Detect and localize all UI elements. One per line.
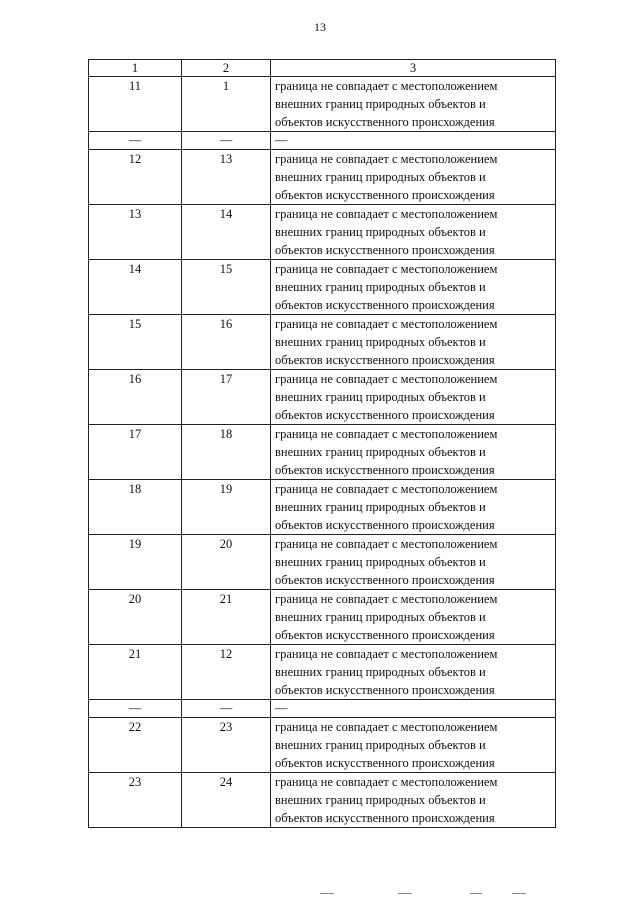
description-line: граница не совпадает с местоположением <box>275 537 498 551</box>
footer-mark <box>320 893 334 894</box>
table-header <box>89 60 556 77</box>
description-line: объектов искусственного происхождения <box>275 243 495 257</box>
description-line: внешних границ природных объектов и <box>275 793 486 807</box>
description-cell <box>271 150 556 205</box>
point-from-cell: 23 <box>89 773 182 828</box>
point-to-cell: — <box>182 132 271 150</box>
description-line: граница не совпадает с местоположением <box>275 647 498 661</box>
point-from-cell: 22 <box>89 718 182 773</box>
description-line: внешних границ природных объектов и <box>275 335 486 349</box>
boundary-table <box>88 59 556 828</box>
description-cell <box>271 700 556 718</box>
point-from-cell: 17 <box>89 425 182 480</box>
point-from-cell: 13 <box>89 205 182 260</box>
point-from-cell: 14 <box>89 260 182 315</box>
point-from-cell: 16 <box>89 370 182 425</box>
point-from-cell: 15 <box>89 315 182 370</box>
description-line: граница не совпадает с местоположением <box>275 720 498 734</box>
point-from-cell: 19 <box>89 535 182 590</box>
table-row <box>89 150 556 205</box>
description-line: объектов искусственного происхождения <box>275 628 495 642</box>
table-row <box>89 480 556 535</box>
point-to-cell: 16 <box>182 315 271 370</box>
description-line: — <box>275 133 288 147</box>
description-line: внешних границ природных объектов и <box>275 500 486 514</box>
point-from-cell: 12 <box>89 150 182 205</box>
point-from-cell: — <box>89 132 182 150</box>
point-to-cell: 18 <box>182 425 271 480</box>
table-body <box>89 77 556 828</box>
description-line: внешних границ природных объектов и <box>275 738 486 752</box>
description-cell <box>271 773 556 828</box>
table-row <box>89 205 556 260</box>
description-line: объектов искусственного происхождения <box>275 408 495 422</box>
description-cell <box>271 77 556 132</box>
table-row <box>89 718 556 773</box>
table-row <box>89 590 556 645</box>
description-line: объектов искусственного происхождения <box>275 188 495 202</box>
point-to-cell: 13 <box>182 150 271 205</box>
table-row-separator <box>89 700 556 718</box>
description-line: внешних границ природных объектов и <box>275 445 486 459</box>
description-cell <box>271 315 556 370</box>
description-line: граница не совпадает с местоположением <box>275 372 498 386</box>
point-to-cell: 15 <box>182 260 271 315</box>
footer-mark <box>398 893 412 894</box>
description-line: внешних границ природных объектов и <box>275 97 486 111</box>
description-line: объектов искусственного происхождения <box>275 463 495 477</box>
description-cell <box>271 480 556 535</box>
table-row <box>89 370 556 425</box>
description-line: внешних границ природных объектов и <box>275 390 486 404</box>
description-cell <box>271 590 556 645</box>
description-line: граница не совпадает с местоположением <box>275 207 498 221</box>
point-to-cell: — <box>182 700 271 718</box>
column-header-2: 2 <box>182 60 271 77</box>
table-row <box>89 260 556 315</box>
description-line: граница не совпадает с местоположением <box>275 317 498 331</box>
table-row <box>89 425 556 480</box>
description-line: внешних границ природных объектов и <box>275 555 486 569</box>
description-cell <box>271 205 556 260</box>
description-line: объектов искусственного происхождения <box>275 353 495 367</box>
footer-mark <box>512 893 526 894</box>
description-line: граница не совпадает с местоположением <box>275 482 498 496</box>
table-row <box>89 773 556 828</box>
description-line: внешних границ природных объектов и <box>275 225 486 239</box>
point-from-cell: 21 <box>89 645 182 700</box>
description-line: объектов искусственного происхождения <box>275 811 495 825</box>
description-line: объектов искусственного происхождения <box>275 683 495 697</box>
description-line: объектов искусственного происхождения <box>275 573 495 587</box>
description-line: граница не совпадает с местоположением <box>275 775 498 789</box>
point-to-cell: 12 <box>182 645 271 700</box>
point-to-cell: 20 <box>182 535 271 590</box>
point-to-cell: 1 <box>182 77 271 132</box>
description-line: объектов искусственного происхождения <box>275 756 495 770</box>
description-line: объектов искусственного происхождения <box>275 115 495 129</box>
description-cell <box>271 370 556 425</box>
table-row <box>89 535 556 590</box>
point-from-cell: 20 <box>89 590 182 645</box>
point-to-cell: 14 <box>182 205 271 260</box>
description-line: внешних границ природных объектов и <box>275 610 486 624</box>
description-line: граница не совпадает с местоположением <box>275 592 498 606</box>
point-from-cell: 11 <box>89 77 182 132</box>
description-line: граница не совпадает с местоположением <box>275 152 498 166</box>
description-line: внешних границ природных объектов и <box>275 280 486 294</box>
header-row <box>89 60 556 77</box>
point-from-cell: 18 <box>89 480 182 535</box>
description-line: объектов искусственного происхождения <box>275 518 495 532</box>
table-row <box>89 315 556 370</box>
point-to-cell: 24 <box>182 773 271 828</box>
description-line: внешних границ природных объектов и <box>275 665 486 679</box>
description-line: внешних границ природных объектов и <box>275 170 486 184</box>
column-header-3: 3 <box>271 60 556 77</box>
table-row <box>89 77 556 132</box>
description-cell <box>271 132 556 150</box>
page-number: 13 <box>314 20 326 34</box>
point-to-cell: 17 <box>182 370 271 425</box>
description-line: объектов искусственного происхождения <box>275 298 495 312</box>
description-cell <box>271 260 556 315</box>
table-row-separator <box>89 132 556 150</box>
description-cell <box>271 645 556 700</box>
point-to-cell: 21 <box>182 590 271 645</box>
description-line: граница не совпадает с местоположением <box>275 262 498 276</box>
description-cell <box>271 535 556 590</box>
description-cell <box>271 718 556 773</box>
description-cell <box>271 425 556 480</box>
point-to-cell: 19 <box>182 480 271 535</box>
table-row <box>89 645 556 700</box>
column-header-1: 1 <box>89 60 182 77</box>
description-line: — <box>275 701 288 715</box>
point-to-cell: 23 <box>182 718 271 773</box>
footer-mark <box>470 893 482 894</box>
description-line: граница не совпадает с местоположением <box>275 427 498 441</box>
point-from-cell: — <box>89 700 182 718</box>
footer-marks <box>300 893 560 897</box>
description-line: граница не совпадает с местоположением <box>275 79 498 93</box>
